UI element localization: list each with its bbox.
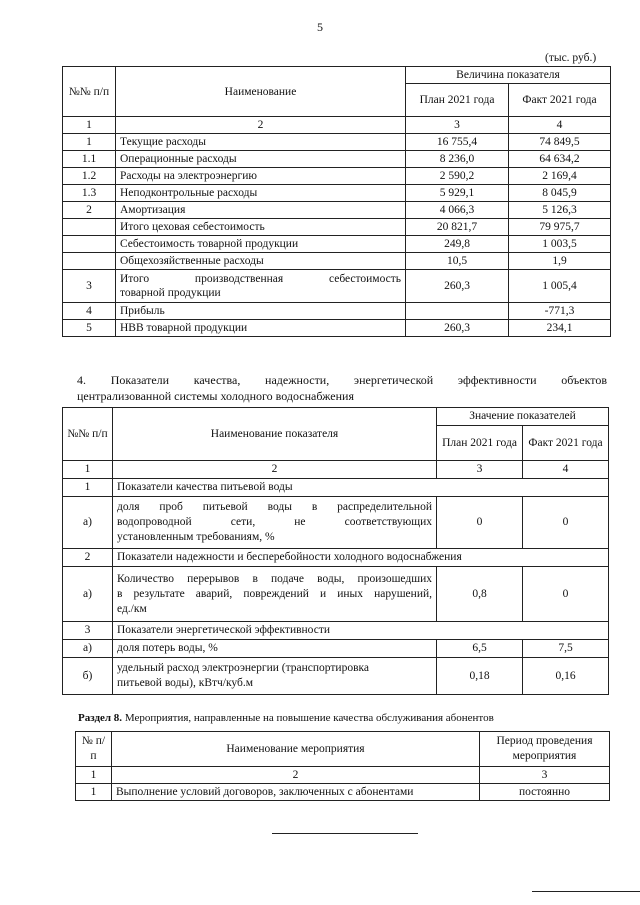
row-plan: 20 821,7 <box>406 219 509 236</box>
col-header-plan: План 2021 года <box>437 426 523 461</box>
section-4-line: централизованной системы холодного водоснабжения <box>77 389 354 403</box>
row-name: Неподконтрольные расходы <box>116 185 406 202</box>
row-plan: 0,8 <box>437 567 523 622</box>
col-header-num: №№ п/п <box>63 67 116 117</box>
row-num: 2 <box>63 202 116 219</box>
divider-line <box>272 833 418 834</box>
index-cell: 4 <box>509 117 611 134</box>
col-header-name: Наименование мероприятия <box>112 732 480 767</box>
row-plan <box>406 303 509 320</box>
index-cell: 1 <box>63 461 113 479</box>
row-name-line: Итого производственная себестоимость <box>120 273 401 285</box>
row-fact: 5 126,3 <box>509 202 611 219</box>
group-row <box>63 479 609 497</box>
table-row <box>63 253 611 270</box>
row-name <box>116 270 406 303</box>
row-fact: 79 975,7 <box>509 219 611 236</box>
group-title: Показатели надежности и бесперебойности холодного водоснабжения <box>113 549 609 567</box>
table-row <box>63 168 611 185</box>
section-4-heading <box>77 372 607 404</box>
table-row <box>63 567 609 622</box>
index-cell: 4 <box>523 461 609 479</box>
row-name-line: питьевой воды), кВтч/куб.м <box>117 677 254 689</box>
col-header-num: №№ п/п <box>63 408 113 461</box>
row-name: Амортизация <box>116 202 406 219</box>
group-num: 1 <box>63 479 113 497</box>
row-plan: 0 <box>437 497 523 549</box>
page-number: 5 <box>317 20 323 34</box>
group-row <box>63 549 609 567</box>
row-name: НВВ товарной продукции <box>116 320 406 337</box>
row-fact: 1 005,4 <box>509 270 611 303</box>
index-row <box>76 767 610 784</box>
col-header-name: Наименование <box>116 67 406 117</box>
row-fact: 7,5 <box>523 640 609 658</box>
indicators-table <box>62 407 609 695</box>
row-fact: 2 169,4 <box>509 168 611 185</box>
col-header-value: Величина показателя <box>406 67 611 84</box>
row-plan: 6,5 <box>437 640 523 658</box>
table-row <box>63 151 611 168</box>
row-fact: -771,3 <box>509 303 611 320</box>
index-cell: 2 <box>113 461 437 479</box>
table-row <box>63 202 611 219</box>
group-title: Показатели энергетической эффективности <box>113 622 609 640</box>
measures-table <box>75 731 610 801</box>
col-header-fact: Факт 2021 года <box>523 426 609 461</box>
index-cell: 1 <box>63 117 116 134</box>
row-fact: 0 <box>523 567 609 622</box>
divider-line <box>532 891 640 892</box>
row-num: 4 <box>63 303 116 320</box>
table-row <box>63 134 611 151</box>
section-8-heading <box>78 712 494 724</box>
row-num: б) <box>63 658 113 695</box>
index-cell: 1 <box>76 767 112 784</box>
index-row <box>63 117 611 134</box>
unit-label: (тыс. руб.) <box>545 52 597 64</box>
row-name-line: товарной продукции <box>120 287 221 299</box>
row-num: а) <box>63 497 113 549</box>
row-name-line: Количество перерывов в подаче воды, произошедших <box>117 572 432 585</box>
row-num: 1.1 <box>63 151 116 168</box>
row-fact: 1 003,5 <box>509 236 611 253</box>
row-fact: 234,1 <box>509 320 611 337</box>
row-num: 1 <box>63 134 116 151</box>
row-name: Прибыль <box>116 303 406 320</box>
table-row <box>63 658 609 695</box>
row-name: Итого цеховая себестоимость <box>116 219 406 236</box>
row-plan: 0,18 <box>437 658 523 695</box>
table-row <box>63 219 611 236</box>
row-name-line: в результате аварий, повреждений и иных нарушений, <box>117 587 432 600</box>
row-name-line: установленным требованиям, % <box>117 531 275 543</box>
row-fact: 64 634,2 <box>509 151 611 168</box>
section-4-line: 4. Показатели качества, надежности, энергетической эффективности объектов <box>77 373 607 387</box>
table-row <box>76 784 610 801</box>
row-fact: 0,16 <box>523 658 609 695</box>
row-num: 3 <box>63 270 116 303</box>
row-num <box>63 219 116 236</box>
row-num: а) <box>63 567 113 622</box>
index-cell: 3 <box>406 117 509 134</box>
row-fact: 8 045,9 <box>509 185 611 202</box>
row-fact: 74 849,5 <box>509 134 611 151</box>
group-title: Показатели качества питьевой воды <box>113 479 609 497</box>
row-num <box>63 236 116 253</box>
row-plan: 2 590,2 <box>406 168 509 185</box>
row-plan: 260,3 <box>406 320 509 337</box>
row-plan: 4 066,3 <box>406 202 509 219</box>
row-num: 1 <box>76 784 112 801</box>
table-row <box>63 320 611 337</box>
row-name <box>113 567 437 622</box>
row-num: 1.2 <box>63 168 116 185</box>
table-row <box>63 236 611 253</box>
group-num: 2 <box>63 549 113 567</box>
index-cell: 3 <box>480 767 610 784</box>
index-cell: 3 <box>437 461 523 479</box>
row-name: Себестоимость товарной продукции <box>116 236 406 253</box>
col-header-num: № п/п <box>76 732 112 767</box>
row-num: 5 <box>63 320 116 337</box>
row-plan: 10,5 <box>406 253 509 270</box>
row-plan: 249,8 <box>406 236 509 253</box>
table-row <box>63 270 611 303</box>
section-8-label: Раздел 8. <box>78 712 123 724</box>
table-row <box>63 497 609 549</box>
row-num <box>63 253 116 270</box>
table-row <box>63 303 611 320</box>
row-name <box>113 497 437 549</box>
col-header-name: Наименование показателя <box>113 408 437 461</box>
col-header-plan: План 2021 года <box>406 84 509 117</box>
row-plan: 5 929,1 <box>406 185 509 202</box>
group-num: 3 <box>63 622 113 640</box>
table-row <box>63 640 609 658</box>
section-8-text: Мероприятия, направленные на повышение качества обслуживания абонентов <box>124 712 494 724</box>
group-row <box>63 622 609 640</box>
row-plan: 8 236,0 <box>406 151 509 168</box>
index-cell: 2 <box>112 767 480 784</box>
row-name: Общехозяйственные расходы <box>116 253 406 270</box>
index-row <box>63 461 609 479</box>
row-name-line: ед./км <box>117 602 147 615</box>
row-name-line: доля проб питьевой воды в распределительной <box>117 501 432 513</box>
row-name: Расходы на электроэнергию <box>116 168 406 185</box>
row-name-line: удельный расход электроэнергии (транспортировка <box>117 662 370 674</box>
table-row <box>63 185 611 202</box>
row-name: Операционные расходы <box>116 151 406 168</box>
row-num: а) <box>63 640 113 658</box>
cost-table <box>62 66 611 337</box>
row-name: Текущие расходы <box>116 134 406 151</box>
row-name: доля потерь воды, % <box>113 640 437 658</box>
row-name-line: водопроводной сети, не соответствующих <box>117 516 432 528</box>
row-name: Выполнение условий договоров, заключенных с абонентами <box>112 784 480 801</box>
col-header-value: Значение показателей <box>437 408 609 426</box>
row-plan: 260,3 <box>406 270 509 303</box>
row-plan: 16 755,4 <box>406 134 509 151</box>
row-fact: 1,9 <box>509 253 611 270</box>
row-name <box>113 658 437 695</box>
col-header-fact: Факт 2021 года <box>509 84 611 117</box>
index-cell: 2 <box>116 117 406 134</box>
col-header-period: Период проведения мероприятия <box>480 732 610 767</box>
row-num: 1.3 <box>63 185 116 202</box>
row-period: постоянно <box>480 784 610 801</box>
row-fact: 0 <box>523 497 609 549</box>
